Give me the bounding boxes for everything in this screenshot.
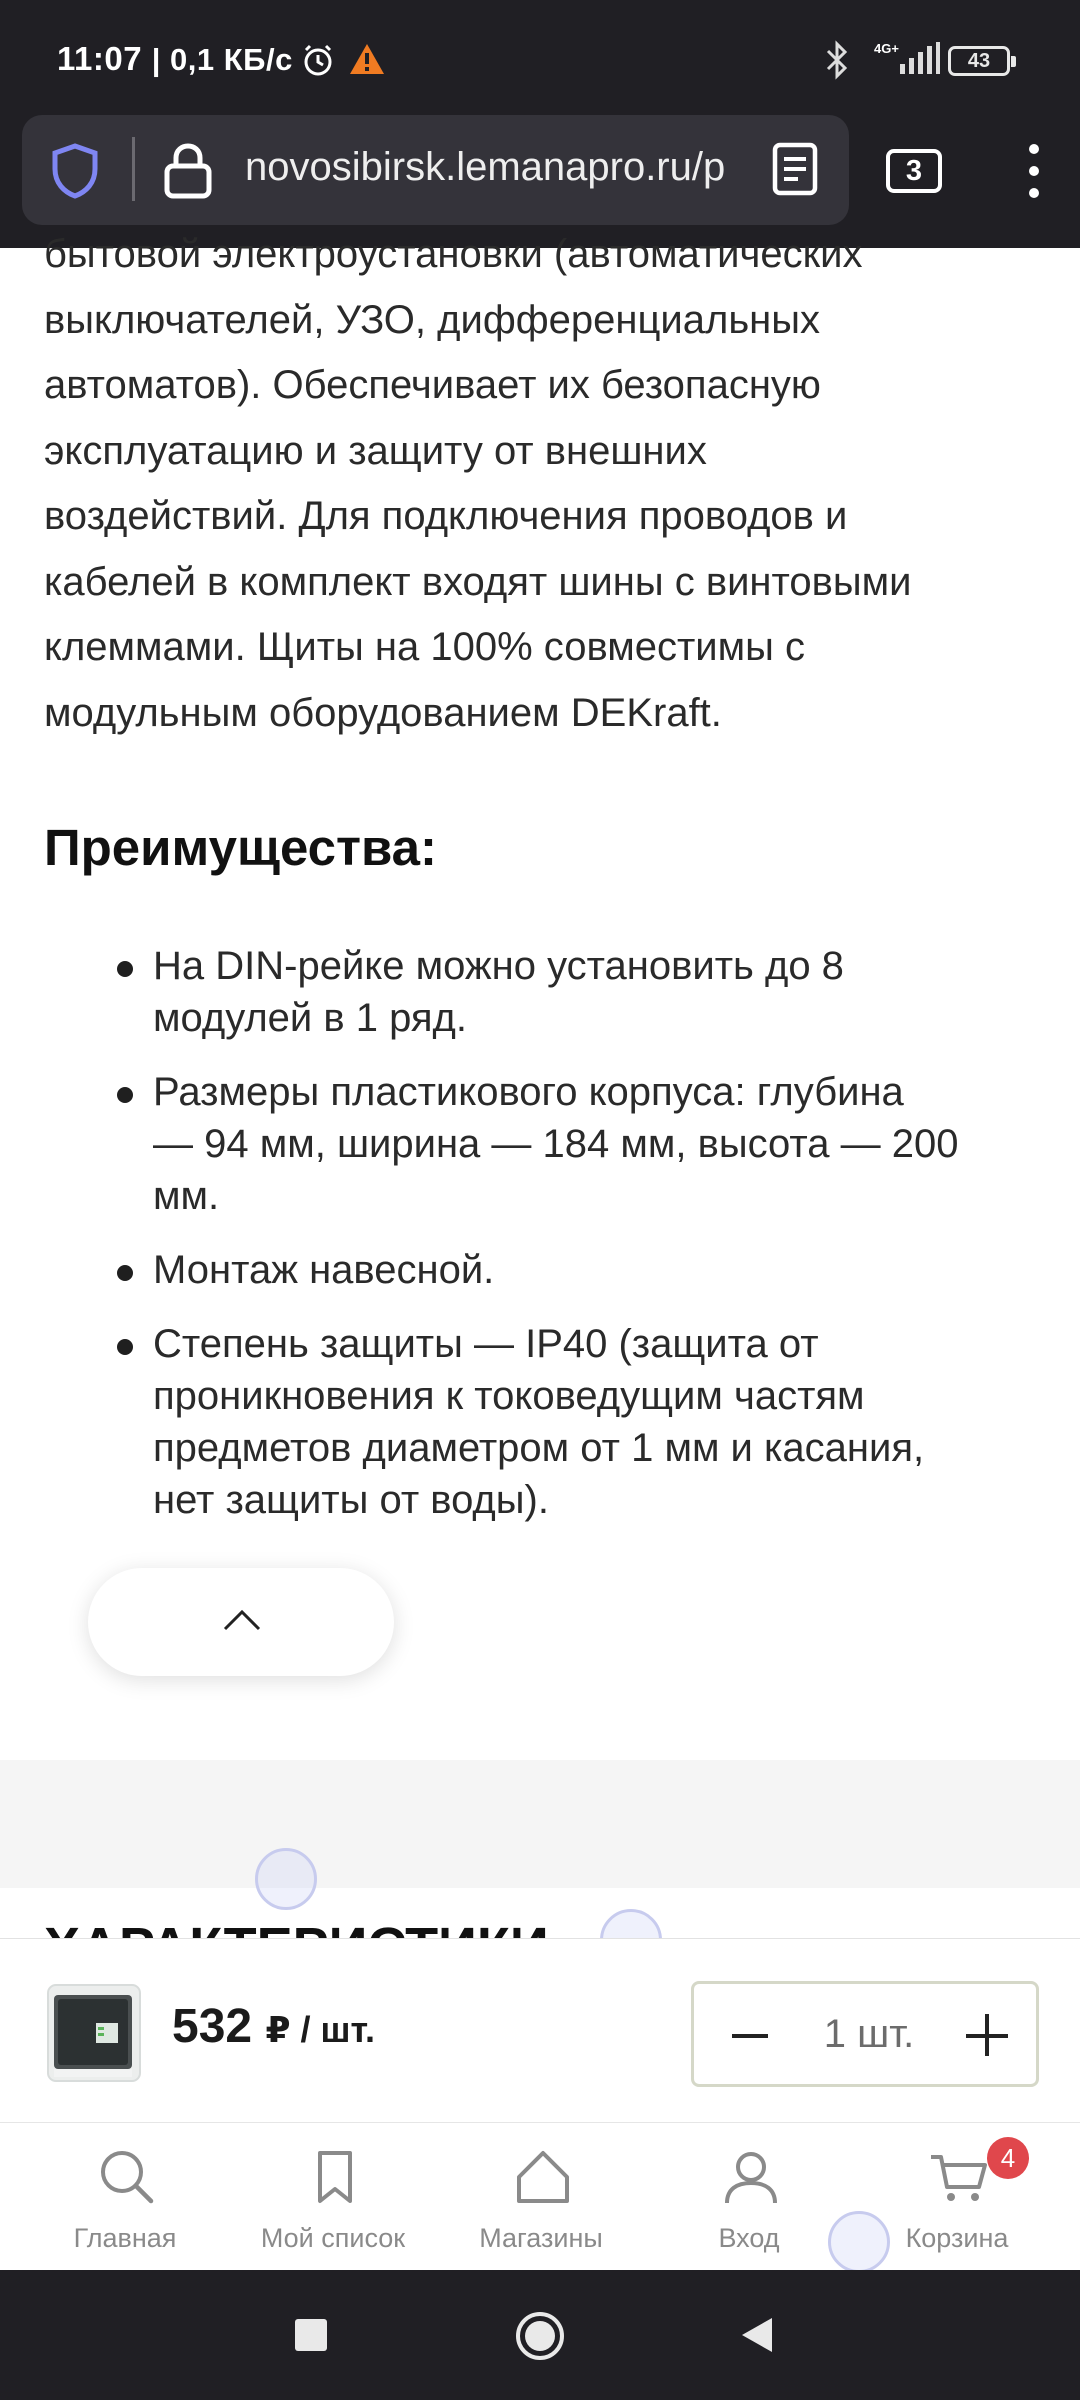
bullet-dot — [117, 1339, 133, 1355]
advantage-line: Степень защиты — IP40 (защита от — [153, 1322, 819, 1366]
tabs-counter-button[interactable]: 3 — [886, 149, 942, 193]
status-time: 11:07 | 0,1 КБ/с — [57, 40, 293, 77]
nav-item-label: Магазины — [479, 2223, 603, 2253]
advantage-line: Монтаж навесной. — [153, 1248, 495, 1292]
alarm-icon — [300, 42, 336, 78]
reader-mode-icon[interactable] — [770, 141, 820, 197]
recent-apps-button[interactable] — [294, 2318, 328, 2352]
signal-icon — [900, 42, 940, 74]
search-icon — [97, 2147, 157, 2207]
advantage-line: Размеры пластикового корпуса: глубина — [153, 1070, 904, 1114]
description-line: выключателей, УЗО, дифференциальных — [44, 298, 820, 342]
nav-item-stores[interactable] — [437, 2123, 645, 2271]
nav-item-label: Мой список — [260, 2223, 406, 2253]
purchase-bar — [0, 1938, 1080, 2122]
shield-icon[interactable] — [50, 143, 100, 199]
nav-item-login[interactable] — [645, 2123, 853, 2271]
cart-icon — [929, 2147, 989, 2207]
touch-indicator — [255, 1848, 317, 1910]
url-text[interactable]: novosibirsk.lemanapro.ru/p — [245, 145, 726, 189]
status-bar — [0, 0, 1080, 115]
increase-quantity-button[interactable] — [966, 2014, 1010, 2058]
lock-icon[interactable] — [162, 142, 214, 200]
chevron-up-icon — [222, 1606, 262, 1632]
section-divider — [0, 1760, 1080, 1888]
product-price: 532 ₽ / шт. — [172, 2000, 375, 2053]
nav-item-my-list[interactable] — [229, 2123, 437, 2271]
system-navigation-bar — [0, 2270, 1080, 2400]
bullet-dot — [117, 1087, 133, 1103]
advantage-line: нет защиты от воды). — [153, 1478, 549, 1522]
bullet-dot — [117, 1265, 133, 1281]
quantity-value[interactable]: 1 шт. — [823, 2012, 915, 2056]
price-unit: ₽ / шт. — [265, 2009, 375, 2050]
nav-item-home[interactable] — [21, 2123, 229, 2271]
nav-item-label: Главная — [73, 2223, 177, 2253]
advantage-line: мм. — [153, 1174, 220, 1218]
bottom-navigation — [0, 2122, 1080, 2270]
user-icon — [721, 2147, 781, 2207]
description-line: воздействий. Для подключения проводов и — [44, 494, 848, 538]
network-type: 4G+ — [874, 41, 899, 56]
network-speed: | 0,1 КБ/с — [151, 42, 293, 77]
bullet-dot — [117, 961, 133, 977]
quantity-stepper[interactable] — [691, 1981, 1039, 2087]
advantage-line: проникновения к токоведущим частям — [153, 1374, 865, 1418]
cart-count-badge: 4 — [987, 2137, 1029, 2179]
collapse-button[interactable] — [88, 1568, 394, 1676]
description-line: модульным оборудованием DEKraft. — [44, 691, 722, 735]
more-menu-icon[interactable] — [1014, 141, 1054, 201]
warning-icon — [348, 42, 386, 76]
advantage-line: предметов диаметром от 1 мм и касания, — [153, 1426, 925, 1470]
address-divider — [132, 137, 135, 201]
bluetooth-icon — [822, 40, 852, 80]
description-line: клеммами. Щиты на 100% совместимы с — [44, 625, 806, 669]
touch-indicator — [828, 2211, 890, 2273]
home-button[interactable] — [514, 2310, 566, 2362]
store-icon — [513, 2147, 573, 2207]
advantage-line: модулей в 1 ряд. — [153, 996, 468, 1040]
nav-item-label: Вход — [718, 2223, 780, 2253]
battery-indicator: 43 — [948, 46, 1010, 76]
browser-toolbar — [0, 115, 1080, 248]
bookmark-icon — [305, 2147, 365, 2207]
address-bar[interactable] — [22, 115, 849, 225]
description-line: автоматов). Обеспечивает их безопасную — [44, 363, 821, 407]
advantage-line: — 94 мм, ширина — 184 мм, высота — 200 — [153, 1122, 959, 1166]
back-button[interactable] — [740, 2316, 774, 2354]
decrease-quantity-button[interactable] — [732, 2034, 768, 2038]
description-line: бытовой электроустановки (автоматических — [44, 232, 863, 276]
description-line: кабелей в комплект входят шины с винтовыми — [44, 560, 912, 604]
advantages-heading: Преимущества: — [44, 819, 438, 876]
nav-item-label: Корзина — [905, 2223, 1009, 2253]
page-content — [0, 232, 1080, 1938]
advantage-line: На DIN-рейке можно установить до 8 — [153, 944, 844, 988]
product-thumbnail[interactable] — [44, 1979, 148, 2087]
description-line: эксплуатацию и защиту от внешних — [44, 429, 707, 473]
